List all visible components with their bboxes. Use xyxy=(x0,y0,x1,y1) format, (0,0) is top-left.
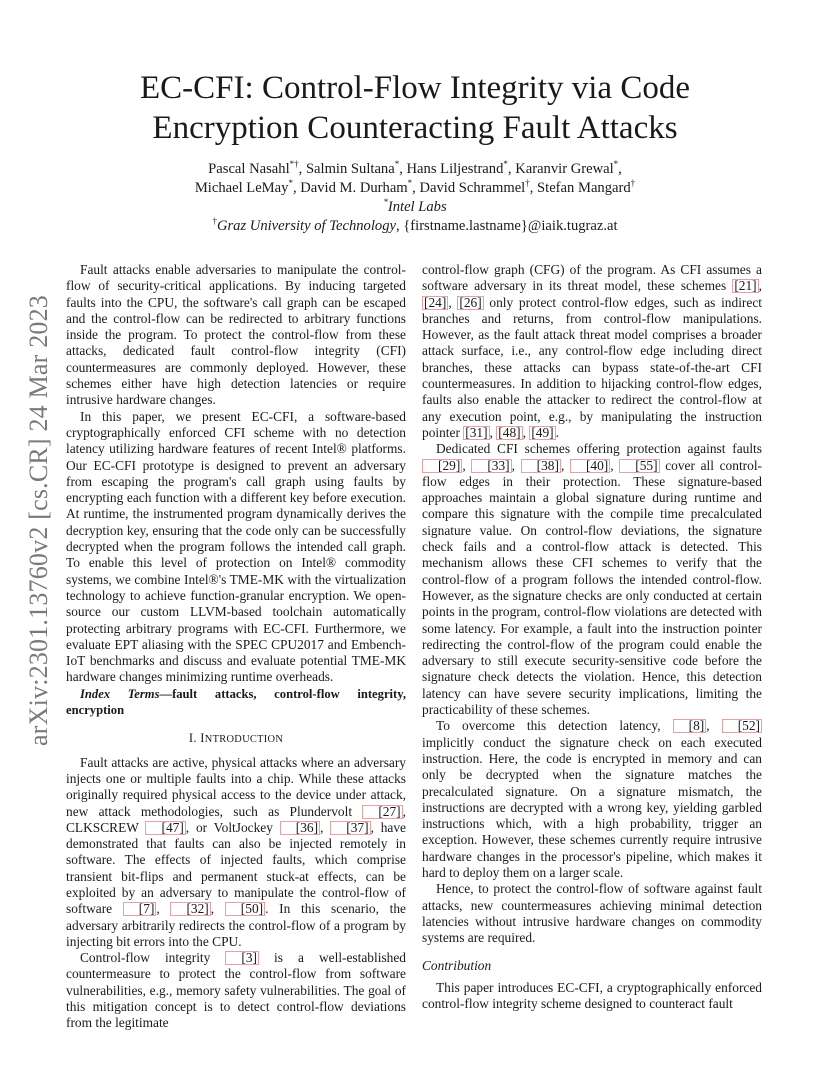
citation-link[interactable]: [36] xyxy=(280,821,320,835)
author-name: , Salmin Sultana xyxy=(298,161,395,177)
text: control-flow graph (CFG) of the program. As CFI assumes a software adversary in its threat model, these schemes xyxy=(422,262,762,294)
section-title-initial: I xyxy=(200,731,205,746)
abstract-paragraph: Fault attacks enable adversaries to manipulate the control-flow of security-critical applications. By inducing targeted faults into the CPU, the software's call graph can be escaped and the control-flow can be redirected to arbitrary functions inside the program. To protect the control-flow from these attacks, dedicated fault control-flow integrity (CFI) countermeasures are commonly deployed. However, these schemes either have high detection latencies or require intrusive hardware changes. xyxy=(66,262,406,408)
text: . xyxy=(555,424,559,440)
citation-link[interactable]: [49] xyxy=(531,424,554,440)
index-terms-list: —fault attacks, control-flow integrity, encryption xyxy=(66,686,406,718)
body-paragraph: This paper introduces EC-CFI, a cryptographically enforced control-flow integrity scheme designed to counteract fault xyxy=(422,979,762,1012)
title-line-2: Encryption Counteracting Fault Attacks xyxy=(152,110,678,146)
citation-link[interactable]: [24] xyxy=(424,294,447,310)
citation-link[interactable]: [38] xyxy=(521,459,561,473)
text: , xyxy=(522,424,530,440)
affiliation-mark: * xyxy=(383,197,388,208)
affiliation-1 xyxy=(90,198,740,217)
text: , CLKSCREW xyxy=(66,803,406,835)
author-name: , Karanvir Grewal xyxy=(507,161,614,177)
affiliation-mark: † xyxy=(630,178,636,189)
citation-link[interactable]: [48] xyxy=(498,424,521,440)
affiliation-mark: † xyxy=(525,178,530,189)
text: , xyxy=(511,457,521,473)
citation-link[interactable]: [52] xyxy=(722,719,762,733)
affiliation-mark: * xyxy=(288,178,293,189)
affiliation-mark: * xyxy=(613,159,619,170)
subsection-heading: Contribution xyxy=(422,958,492,974)
right-column xyxy=(422,262,762,1012)
affiliation-mark: *† xyxy=(289,159,299,170)
text: cover all control-flow edges in their protection. These signature-based approaches maintain a global signature during runtime and compare this signature with the compile time precalculated signature value. On control-flow deviations, the signature check fails and a control-flow attack is detected. This mechanism allows these CFI schemes to verify that the control-flow of a program follows the intended control-flow. However, as the signature checks are only conducted at certain points in the program, control-flow violations are detected with some latency. For example, a fault into the instruction pointer redirecting the control-flow of the program could enable the adversary to still execute security-sensitive code before the signature check detects the violation. Hence, this detection latency can have severe security implications, limiting the practicability of these schemes. xyxy=(422,457,762,718)
author-email: , {firstname.lastname}@iaik.tugraz.at xyxy=(395,218,618,234)
text: , xyxy=(462,457,472,473)
section-title-rest: NTRODUCTION xyxy=(204,734,284,746)
section-number: I. xyxy=(188,731,201,746)
citation-link[interactable]: [26] xyxy=(459,294,482,310)
author-name: , David Schrammel xyxy=(412,180,526,196)
citation-link[interactable]: [7] xyxy=(123,902,157,916)
text: , xyxy=(489,424,497,440)
body-paragraph xyxy=(422,262,762,441)
body-paragraph xyxy=(66,755,406,951)
text: , xyxy=(758,278,762,294)
citation-link[interactable]: [27] xyxy=(362,805,402,819)
citation-link[interactable]: [29] xyxy=(422,459,462,473)
text: , xyxy=(156,901,171,917)
text: To overcome this detection latency, xyxy=(436,718,673,734)
citation-link[interactable]: [33] xyxy=(471,459,511,473)
citation-link[interactable]: [55] xyxy=(619,459,659,473)
text: , xyxy=(320,819,331,835)
author-name: , Hans Liljestrand xyxy=(399,161,504,177)
abstract-paragraph: In this paper, we present EC-CFI, a software-based cryptographically enforced CFI scheme with no detection latency utilizing hardware features of recent Intel® platforms. Our EC-CFI prototype is designed to prevent an adversary from escaping the program's call graph using faults by encrypting each function with a different key before execution. At runtime, the instrumented program dynamically derives the decryption key, ensuring that the code only can be successfully decrypted when the program follows the intended call graph. To enable this level of protection on Intel® commodity systems, we combine Intel®'s TME-MK with the virtualization technology to achieve function-granular encryption. We open-source our custom LLVM-based toolchain automatically protecting arbitrary programs with EC-CFI. Furthermore, we evaluate EPT aliasing with the SPEC CPU2017 and Embench-IoT benchmarks and discuss and evaluate potential TME-MK hardware changes minimizing runtime overheads. xyxy=(66,408,406,685)
paper-title xyxy=(110,68,720,148)
text: Dedicated CFI schemes offering protection against faults xyxy=(436,441,762,457)
text: . In this scenario, the adversary arbitrarily redirects the control-flow of a program by injecting bit errors into the CPU. xyxy=(66,901,406,949)
arxiv-stamp xyxy=(14,285,64,755)
citation-link[interactable]: [37] xyxy=(330,821,370,835)
text: Control-flow integrity xyxy=(80,950,226,966)
affiliation-mark: * xyxy=(407,178,413,189)
author-line-1 xyxy=(90,160,740,179)
citation-link[interactable]: [21] xyxy=(734,278,757,294)
citation-link[interactable]: [40] xyxy=(570,459,610,473)
affiliation-mark: * xyxy=(503,159,508,170)
index-terms-label: Index Terms xyxy=(80,686,160,701)
body-paragraph xyxy=(422,718,762,881)
text: only protect control-flow edges, such as indirect branches and returns, from control-flow manipulations. However, as the fault attack threat model comprises a broader attack surface, i.e., any control-flow edge including direct branches, these attacks can bypass state-of-the-art CFI countermeasures. In addition to hijacking control-flow edges, faults also enable the attacker to redirect the control-flow at any execution point, e.g., by manipulating the instruction pointer xyxy=(422,294,762,440)
author-name: Pascal Nasahl xyxy=(208,161,290,177)
citation-link[interactable]: [32] xyxy=(170,902,210,916)
author-name: , David M. Durham xyxy=(292,180,408,196)
text: , xyxy=(210,901,225,917)
text: , have demonstrated that faults can also be injected remotely in software. The effects of injected faults, which comprise transient bit-flips and permanent stuck-at effects, can be exploited by an adversary to manipulate the control-flow of software xyxy=(66,819,406,917)
author-block xyxy=(90,160,740,236)
citation-link[interactable]: [47] xyxy=(145,821,185,835)
author-name: Michael LeMay xyxy=(194,180,289,196)
text: implicitly conduct the signature check on each executed instruction. Here, the code is encrypted in memory and can only be decrypted when the signature matches the precalculated signature. On a signature mismatch, the instructions are decrypted with a wrong key, yielding garbled instructions which, with a high probability, trigger an exception. However, these schemes currently require intrusive hardware changes in the processor's pipeline, which makes it hard to deploy them on a larger scale. xyxy=(422,734,762,880)
body-paragraph: Hence, to protect the control-flow of software against fault attacks, new countermeasures achieving minimal detection latencies without intrusive hardware changes on commodity systems are required. xyxy=(422,881,762,946)
index-terms xyxy=(66,686,406,719)
text: , xyxy=(560,457,570,473)
author-name: , Stefan Mangard xyxy=(529,180,631,196)
citation-link[interactable]: [50] xyxy=(225,902,265,916)
affiliation-name: Graz University of Technology xyxy=(216,218,396,234)
text: is a well-established countermeasure to protect the control-flow from software vulnerabilities, e.g., memory safety vulnerabilities. The goal of this mitigation concept is to detect control-flow deviations from the legitimate xyxy=(66,950,406,1031)
arxiv-identifier: arXiv:2301.13760v2 [cs.CR] 24 Mar 2023 xyxy=(24,294,53,746)
text: , xyxy=(448,294,458,310)
text: , xyxy=(706,718,722,734)
title-line-1: EC-CFI: Control-Flow Integrity via Code xyxy=(140,70,690,106)
citation-link[interactable]: [8] xyxy=(673,719,707,733)
text: Fault attacks are active, physical attacks where an adversary injects one or multiple faults into a chip. While these attacks originally required physical access to the device under attack, new attack methodologies, such as Plundervolt xyxy=(66,754,406,819)
citation-link[interactable]: [31] xyxy=(465,424,488,440)
affiliation-2 xyxy=(90,217,740,236)
affiliation-name: Intel Labs xyxy=(387,199,447,215)
text: , xyxy=(610,457,620,473)
author-line-2 xyxy=(90,179,740,198)
body-paragraph xyxy=(66,950,406,1031)
affiliation-mark: † xyxy=(212,216,217,227)
affiliation-mark: * xyxy=(394,159,400,170)
body-paragraph xyxy=(422,441,762,718)
separator: , xyxy=(618,161,622,177)
section-heading xyxy=(66,730,406,748)
left-column xyxy=(66,262,406,1032)
text: , or VoltJockey xyxy=(185,819,280,835)
citation-link[interactable]: [3] xyxy=(225,951,259,965)
